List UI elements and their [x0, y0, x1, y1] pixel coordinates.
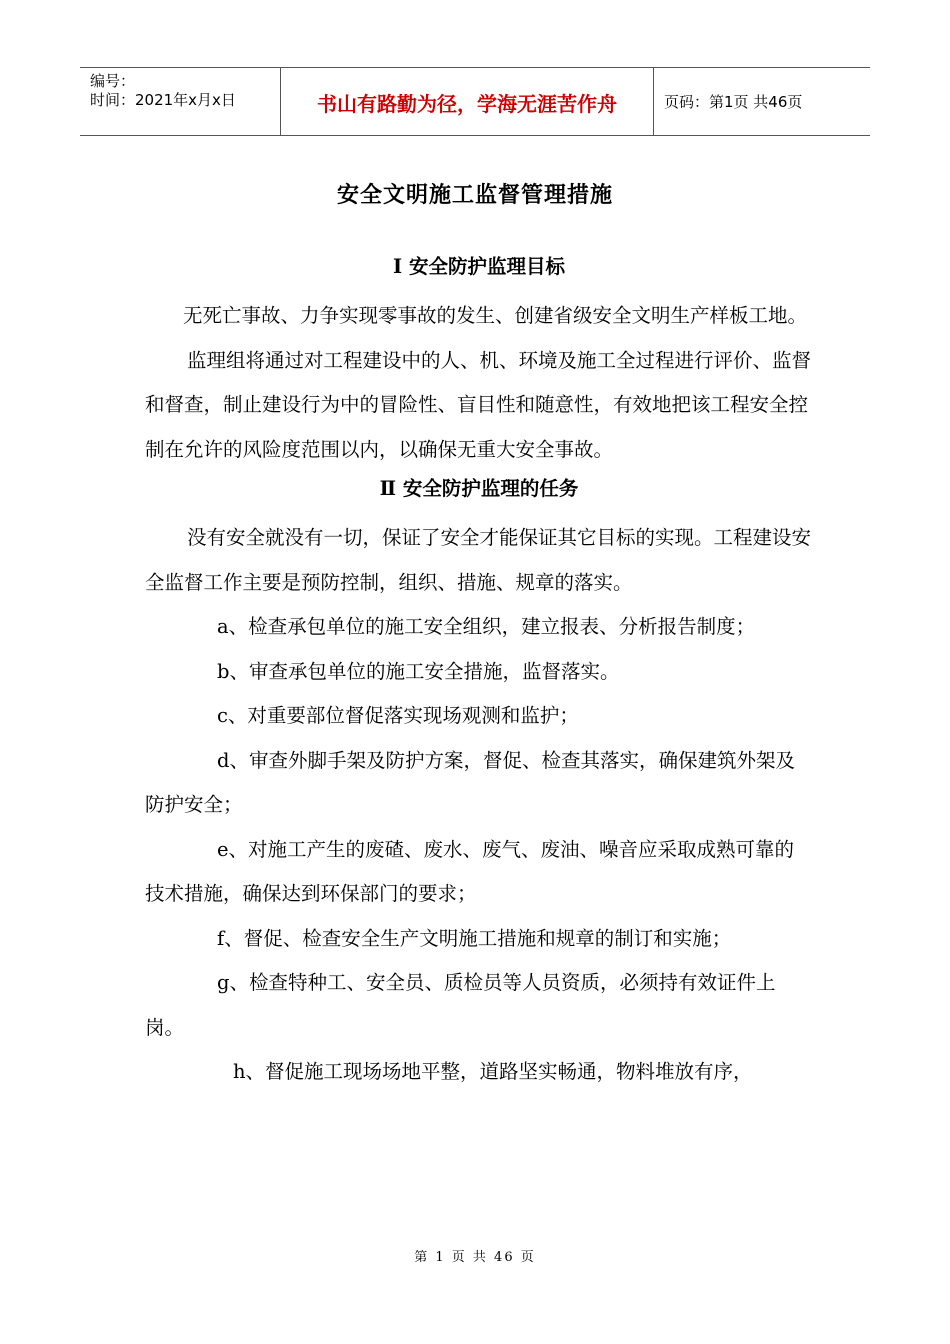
header-motto: 书山有路勤为径，学海无涯苦作舟 [281, 68, 654, 135]
task-item-b: b、审查承包单位的施工安全措施，监督落实。 [217, 659, 620, 683]
paragraph-tasks-intro: 没有安全就没有一切，保证了安全才能保证其它目标的实现。工程建设安全监督工作主要是预防控制，组织、措施、规章的落实。 [145, 526, 812, 594]
paragraph-supervision: 监理组将通过对工程建设中的人、机、环境及施工全过程进行评价、监督和督查，制止建设行为中的冒险性、盲目性和随意性，有效地把该工程安全控制在允许的风险度范围以内，以确保无重大安全事故。 [145, 348, 812, 461]
task-item-g: g、检查特种工、安全员、质检员等人员资质，必须持有效证件上岗。 [145, 971, 776, 1039]
task-item-h: h、督促施工现场场地平整，道路坚实畅通，物料堆放有序， [233, 1060, 753, 1083]
task-item-c: c、对重要部位督促落实现场观测和监护； [217, 704, 579, 727]
task-item-f: f、督促、检查安全生产文明施工措施和规章的制订和实施； [217, 926, 732, 950]
page-header [80, 67, 870, 136]
document-title: 安全文明施工监督管理措施 [336, 182, 613, 208]
task-item-e: e、对施工产生的废碴、废水、废气、废油、噪音应采取成熟可靠的技术措施，确保达到环保部门的要求； [145, 837, 795, 905]
header-page-info: 页码：第1页 共46页 [664, 93, 803, 111]
header-meta [80, 68, 281, 135]
document-body [145, 250, 813, 1095]
document-number-label: 编号： [90, 72, 136, 90]
paragraph-goal: 无死亡事故、力争实现零事故的发生、创建省级安全文明生产样板工地。 [183, 304, 808, 327]
document-time-label: 时间：2021年x月x日 [90, 91, 236, 109]
section-heading-goals: Ⅰ 安全防护监理目标 [393, 255, 565, 278]
page-footer: 第 1 页 共 46 页 [414, 1250, 536, 1265]
task-item-a: a、检查承包单位的施工安全组织，建立报表、分析报告制度； [217, 615, 756, 638]
section-heading-tasks: Ⅱ 安全防护监理的任务 [379, 477, 579, 500]
task-item-d: d、审查外脚手架及防护方案，督促、检查其落实，确保建筑外架及防护安全； [145, 748, 795, 816]
